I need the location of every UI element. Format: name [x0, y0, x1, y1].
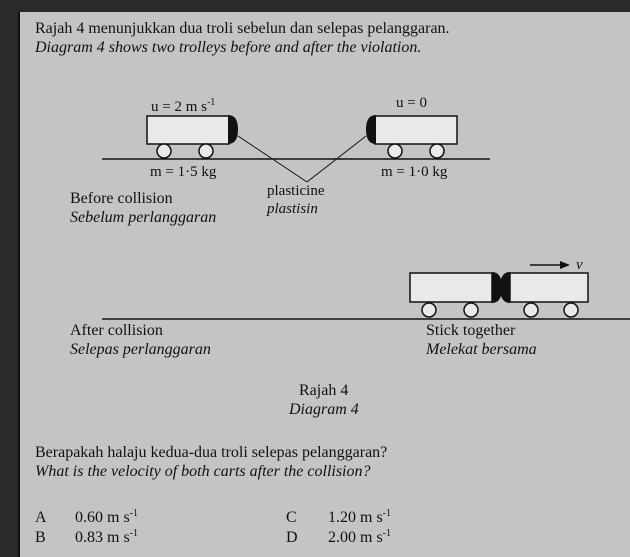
option-letter: D [286, 529, 298, 546]
intro-english: Diagram 4 shows two trolleys before and after the violation. [35, 39, 422, 56]
left-cart-body [147, 116, 229, 144]
option-letter: C [286, 509, 297, 526]
before-caption-malay: Sebelum perlanggaran [70, 209, 217, 226]
velocity-symbol: v [576, 257, 583, 273]
diagram-title-malay: Rajah 4 [299, 382, 349, 399]
after-wheel [524, 303, 538, 317]
after-caption: After collision [70, 322, 163, 339]
right-cart-velocity: u = 0 [396, 95, 427, 111]
option-value: 2.00 m s [328, 529, 383, 546]
option-value: 1.20 m s [328, 509, 383, 526]
after-cart-left [410, 273, 492, 302]
after-wheel [422, 303, 436, 317]
diagram-title-english: Diagram 4 [289, 401, 359, 418]
after-caption-malay: Selepas perlanggaran [70, 341, 211, 358]
right-cart-plasticine [366, 115, 376, 144]
after-wheel [564, 303, 578, 317]
right-cart-wheel [388, 144, 402, 158]
after-wheel [464, 303, 478, 317]
option-value: 0.83 m s [75, 529, 130, 546]
question-english: What is the velocity of both carts after the collision? [35, 463, 371, 480]
intro-malay: Rajah 4 menunjukkan dua troli sebelun dan selepas pelanggaran. [35, 20, 450, 37]
option-d[interactable]: D 2.00 m $s^{-1}$ [286, 528, 392, 546]
left-cart-wheel [199, 144, 213, 158]
left-cart-wheel [157, 144, 171, 158]
plasticine-label: plasticine [267, 183, 325, 199]
left-cart-velocity: u = 2 m $s^{-1}$ [151, 97, 216, 115]
left-cart-mass: m = 1·5 kg [150, 164, 217, 180]
plasticine-joint [500, 272, 510, 303]
right-cart-body [375, 116, 457, 144]
option-letter: B [35, 529, 46, 546]
stick-label: Stick together [426, 322, 516, 339]
option-c[interactable]: C 1.20 m $s^{-1}$ [286, 508, 392, 526]
after-cart-right [510, 273, 588, 302]
stick-label-malay: Melekat bersama [426, 341, 537, 358]
question-page [18, 12, 630, 557]
right-cart-mass: m = 1·0 kg [381, 164, 448, 180]
question-malay: Berapakah halaju kedua-dua troli selepas pelanggaran? [35, 444, 388, 461]
option-a[interactable]: A 0.60 m $s^{-1}$ [35, 508, 139, 526]
right-cart-wheel [430, 144, 444, 158]
left-cart-plasticine [228, 115, 238, 144]
before-caption: Before collision [70, 190, 173, 207]
option-b[interactable]: B 0.83 m $s^{-1}$ [35, 528, 139, 546]
option-letter: A [35, 509, 47, 526]
plasticine-label-malay: plastisin [267, 201, 318, 217]
velocity-arrowhead [560, 261, 570, 269]
option-value: 0.60 m s [75, 509, 130, 526]
